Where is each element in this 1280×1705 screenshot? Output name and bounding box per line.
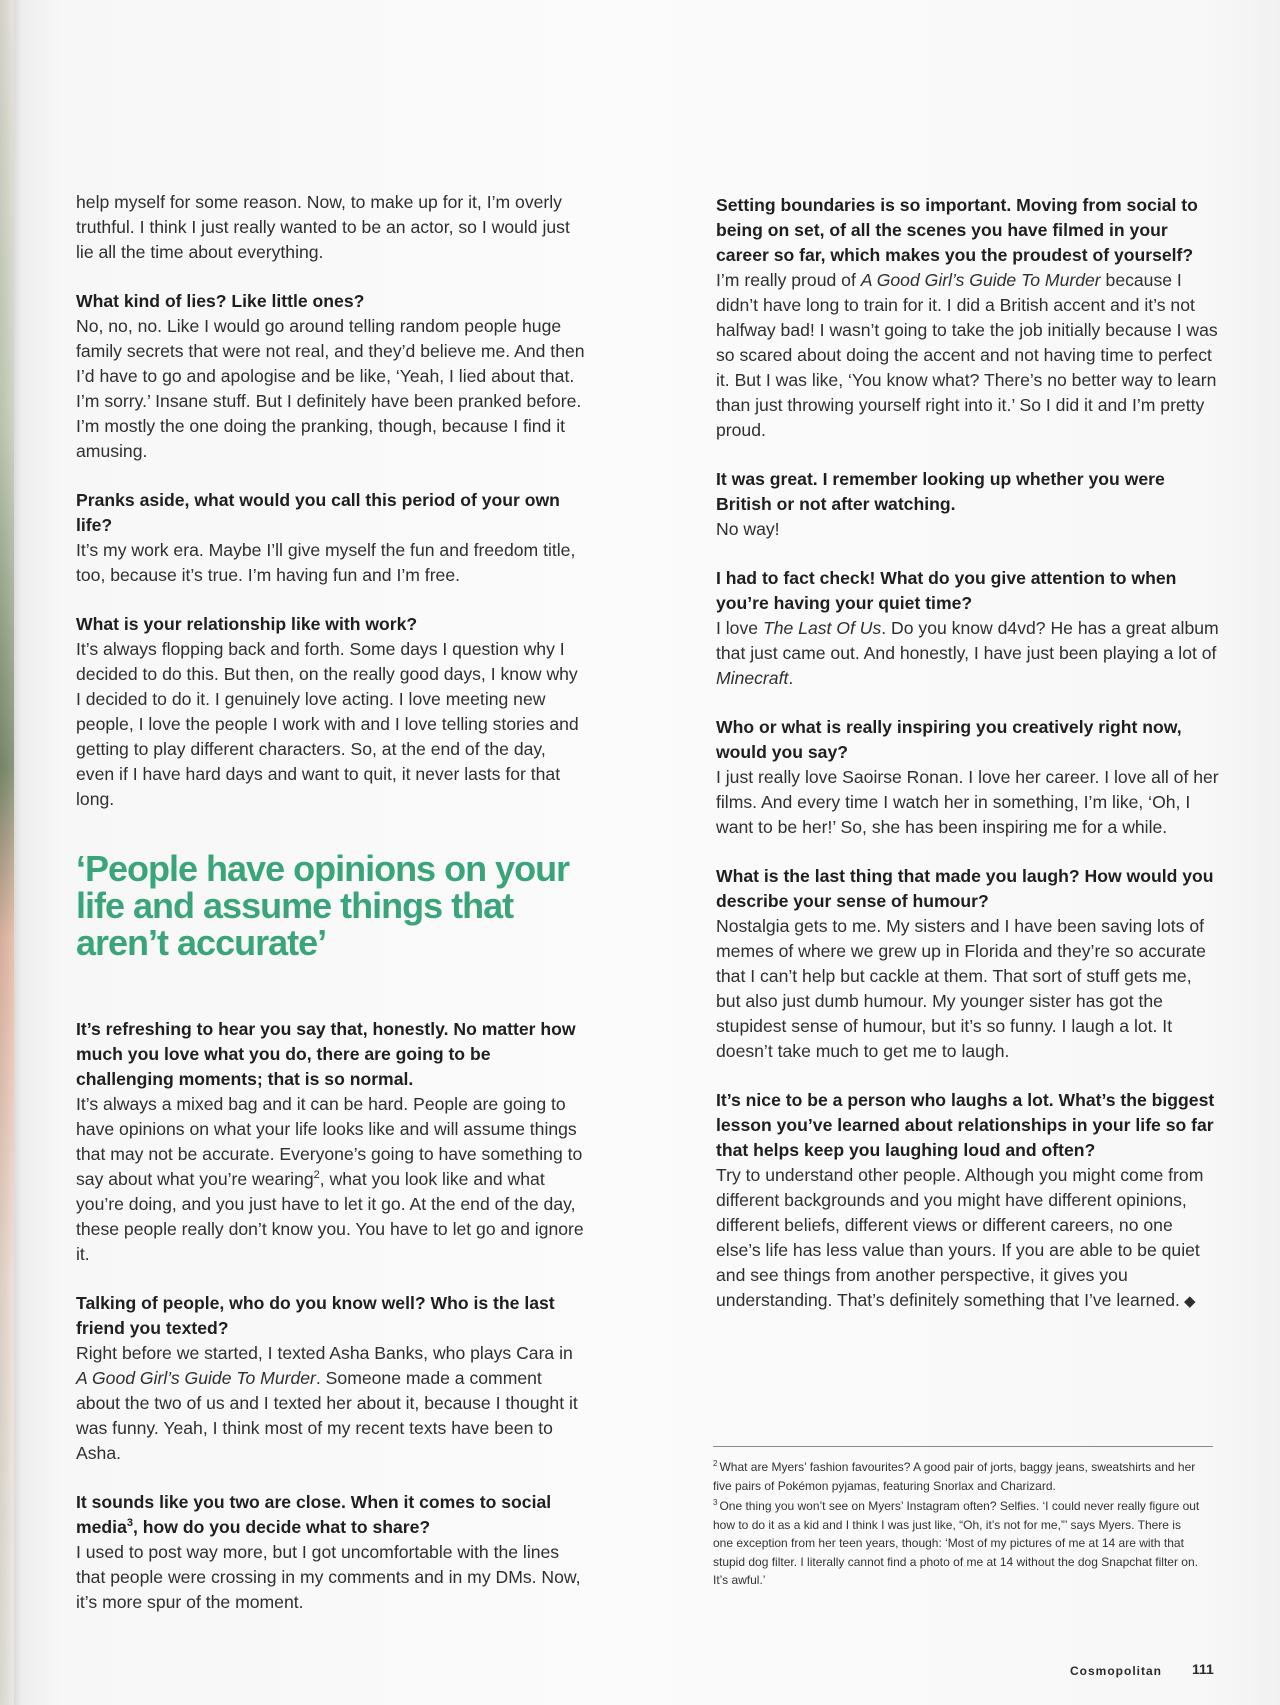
answer-text: No way! — [716, 519, 780, 539]
question-text: Talking of people, who do you know well? Who is the last friend you texted? — [76, 1293, 555, 1338]
end-diamond-icon: ◆ — [1183, 1293, 1196, 1310]
title-italic: Minecraft — [716, 668, 789, 688]
footnote — [713, 1497, 1203, 1590]
title-italic: A Good Girl’s Guide To Murder — [860, 270, 1101, 290]
question-text: Setting boundaries is so important. Moving from social to being on set, of all the scenes you have filmed in your career so far, which makes you the proudest of yourself? — [716, 195, 1198, 265]
question-text-part: It sounds like you two are close. When it comes to social media — [76, 1492, 552, 1537]
qa-block — [76, 488, 586, 588]
question-text: What is your relationship like with work? — [76, 614, 418, 634]
qa-block — [716, 715, 1219, 840]
answer-text — [716, 616, 1219, 691]
answer-text: It’s always flopping back and forth. Some days I question why I decided to do this. But then, on the really good days, I know why I decided to do it. I genuinely love acting. I love meeting new people, I love the people I work with and I love telling stories and getting to play different characters. So, at the end of the day, even if I have hard days and want to quit, it never lasts for that long. — [76, 639, 579, 809]
qa-block — [76, 289, 586, 464]
answer-text — [76, 1341, 586, 1466]
question-text: It’s nice to be a person who laughs a lot. What’s the biggest lesson you’ve learned about relationships in your life so far that helps keep you laughing loud and often? — [716, 1090, 1215, 1160]
footnote-number: 2 — [713, 1459, 718, 1468]
pull-quote: ‘People have opinions on your life and assume things that aren’t accurate’ — [76, 848, 570, 963]
footnote-text: One thing you won’t see on Myers’ Instagram often? Selfies. ‘I could never really figure out how to do it as a kid and I think I was just like, “Oh, it’s not for me,”’ says Myers. There is one exception from her teen years, though: ‘Most of my pictures of me at 14 are with that stupid dog filter. I literally cannot find a photo of me at 14 without the dog Snapchat filter on. It’s awful.’ — [713, 1499, 1200, 1587]
question-text: It’s refreshing to hear you say that, honestly. No matter how much you love what you do, there are going to be challenging moments; that is so normal. — [76, 1019, 576, 1089]
question-text — [76, 1490, 586, 1540]
question-text: Who or what is really inspiring you creatively right now, would you say? — [716, 717, 1182, 762]
footnote-text: What are Myers’ fashion favourites? A good pair of jorts, baggy jeans, sweatshirts and her five pairs of Pokémon pyjamas, featuring Snorlax and Charizard. — [713, 1460, 1196, 1493]
qa-block — [716, 193, 1219, 443]
question-text: Pranks aside, what would you call this period of your own life? — [76, 490, 560, 535]
qa-block — [716, 467, 1219, 542]
answer-text — [716, 1163, 1219, 1314]
answer-text-part: , what you look like and what you’re doing, and you just have to let it go. At the end of the day, these people really don’t know you. You have to let go and ignore it. — [76, 1169, 584, 1264]
answer-text: Nostalgia gets to me. My sisters and I have been saving lots of memes of where we grew up in Florida and they’re so accurate that I can’t help but cackle at them. That sort of stuff gets me, but also just dumb humour. My younger sister has got the stupidest sense of humour, but it’s so funny. I laugh a lot. It doesn’t take much to get me to laugh. — [716, 916, 1206, 1061]
question-text: What is the last thing that made you laugh? How would you describe your sense of humour? — [716, 866, 1214, 911]
question-text: What kind of lies? Like little ones? — [76, 291, 365, 311]
magazine-name: Cosmopolitan — [1070, 1664, 1162, 1678]
answer-text: I just really love Saoirse Ronan. I love her career. I love all of her films. And every time I watch her in something, I’m like, ‘Oh, I want to be her!’ So, she has been inspiring me for a while. — [716, 767, 1219, 837]
answer-text-part: . Do you know d4vd? He has a great album that just came out. And honestly, I have just been playing a lot of — [716, 618, 1219, 663]
qa-block — [716, 1088, 1219, 1314]
answer-text: No, no, no. Like I would go around telling random people huge family secrets that were not real, and they’d believe me. And then I’d have to go and apologise and be like, ‘Yeah, I lied about that. I’m sorry.’ Insane stuff. But I definitely have been pranked before. I’m mostly the one doing the pranking, though, because I find it amusing. — [76, 316, 585, 461]
question-text: It was great. I remember looking up whether you were British or not after watching. — [716, 469, 1165, 514]
footnote-ref: 3 — [126, 1517, 133, 1530]
footnotes — [713, 1458, 1203, 1592]
answer-text-part: It’s always a mixed bag and it can be hard. People are going to have opinions on what your life looks like and will assume things that may not be accurate. Everyone’s going to have something to say about what you’re wearing — [76, 1094, 583, 1189]
answer-text-part: I love — [716, 618, 763, 638]
answer-text-part: Right before we started, I texted Asha Banks, who plays Cara in — [76, 1343, 573, 1363]
qa-block — [76, 1490, 586, 1615]
qa-block — [76, 612, 586, 812]
left-column — [76, 190, 586, 1639]
qa-block — [76, 1017, 586, 1267]
spine-edge — [0, 0, 14, 1705]
page-number: 111 — [1192, 1661, 1214, 1677]
answer-text-part: because I didn’t have long to train for it. I did a British accent and it’s not halfway bad! I wasn’t going to take the job initially because I was so scared about doing the accent and not having time to perfect it. But I was like, ‘You know what? There’s no better way to learn than just throwing yourself right into it.’ So I did it and I’m pretty proud. — [716, 270, 1218, 440]
qa-block — [716, 566, 1219, 691]
answer-text — [76, 1092, 586, 1267]
footnote-divider — [713, 1446, 1213, 1447]
right-column — [716, 193, 1219, 1338]
intro-paragraph — [76, 190, 586, 265]
footnote-number: 3 — [713, 1498, 718, 1507]
footnote — [713, 1458, 1203, 1495]
qa-block — [716, 864, 1219, 1064]
answer-text: I used to post way more, but I got uncomfortable with the lines that people were crossing in my comments and in my DMs. Now, it’s more spur of the moment. — [76, 1542, 581, 1612]
answer-text-part: Try to understand other people. Although you might come from different backgrounds and you might have different opinions, different beliefs, different views or different careers, no one else’s life has less value than yours. If you are able to be quiet and see things from another perspective, it gives you understanding. That’s definitely something that I’ve learned. — [716, 1165, 1204, 1310]
title-italic: The Last Of Us — [762, 618, 882, 638]
answer-text: It’s my work era. Maybe I’ll give myself the fun and freedom title, too, because it’s true. I’m having fun and I’m free. — [76, 540, 576, 585]
title-italic: A Good Girl’s Guide To Murder — [76, 1368, 316, 1388]
footnote-ref: 2 — [313, 1169, 320, 1182]
qa-block — [76, 1291, 586, 1466]
answer-text — [716, 268, 1219, 443]
answer-text-part: . — [788, 668, 794, 688]
answer-text-part: I’m really proud of — [716, 270, 861, 290]
question-text-part: , how do you decide what to share? — [132, 1517, 431, 1537]
question-text: I had to fact check! What do you give attention to when you’re having your quiet time? — [716, 568, 1177, 613]
answer-text: help myself for some reason. Now, to make up for it, I’m overly truthful. I think I just really wanted to be an actor, so I would just lie all the time about everything. — [76, 192, 570, 262]
answer-text-part: . Someone made a comment about the two of us and I texted her about it, because I thought it was funny. Yeah, I think most of my recent texts have been to Asha. — [76, 1368, 578, 1463]
